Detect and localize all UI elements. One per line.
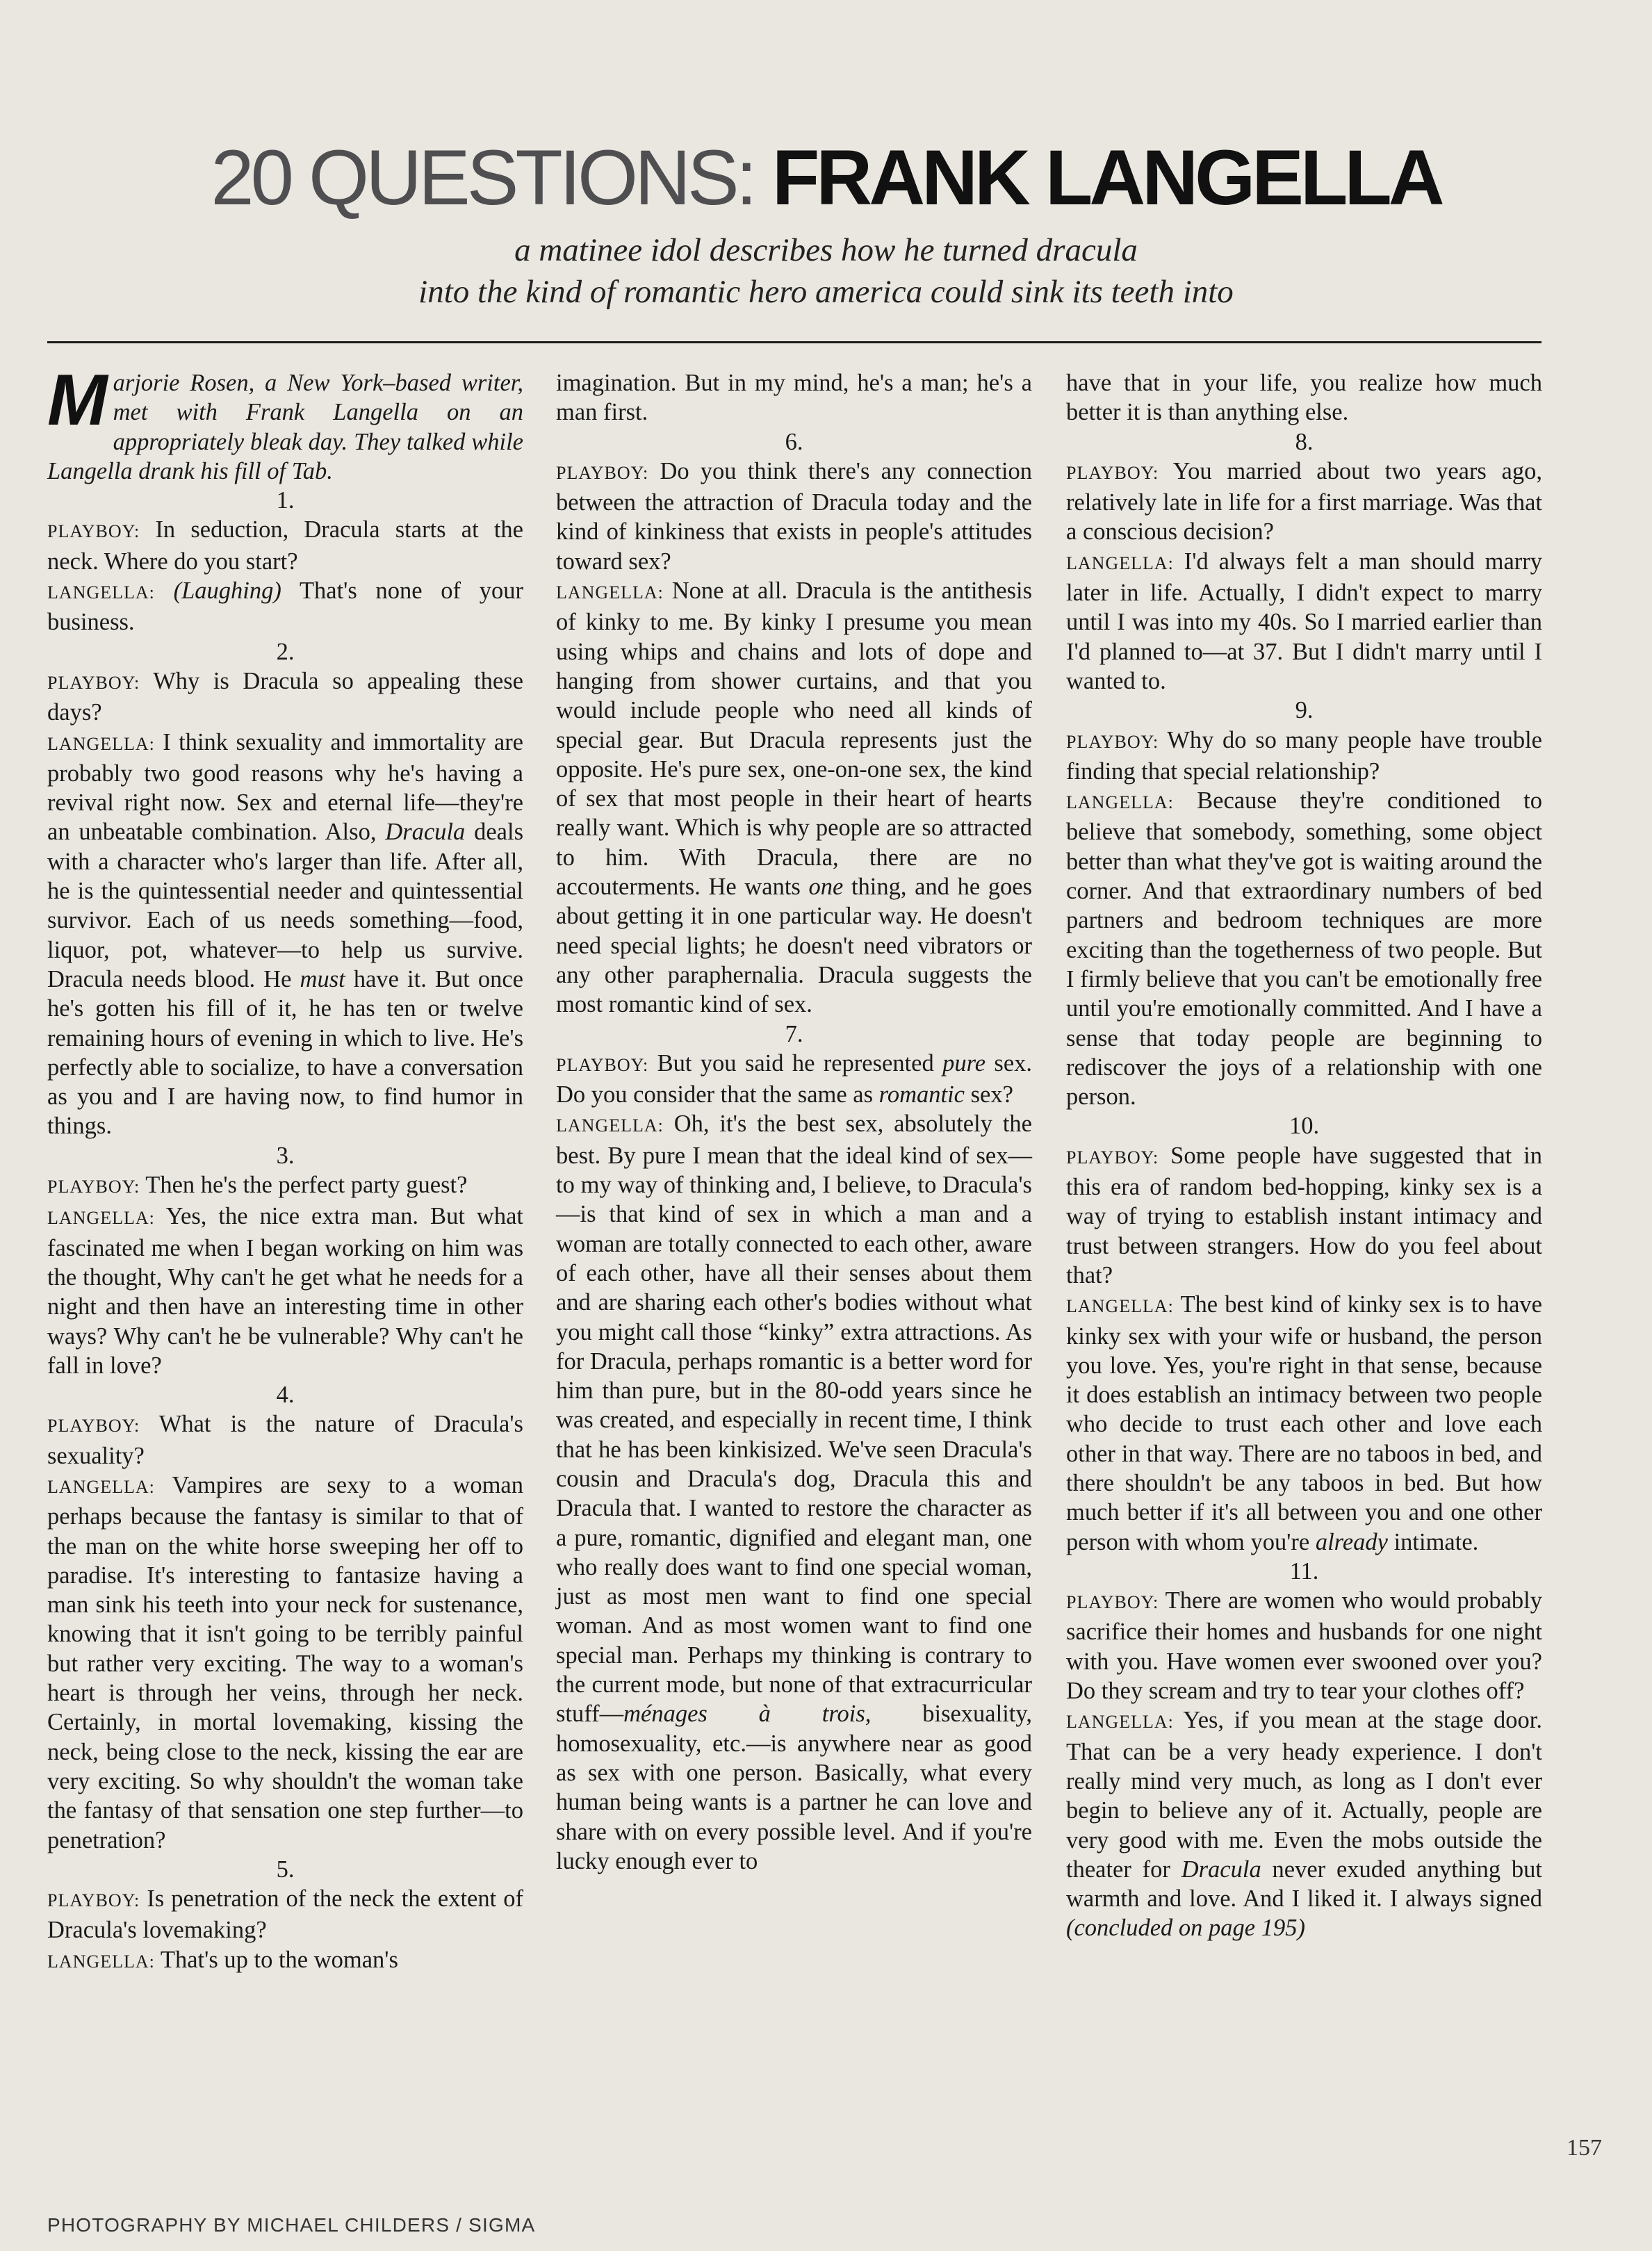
photo-credit: PHOTOGRAPHY BY MICHAEL CHILDERS / SIGMA [47, 2214, 536, 2236]
question-number: 6. [785, 428, 803, 455]
langella-answer [47, 728, 523, 1141]
langella-answer [1066, 1705, 1542, 1942]
langella-label: LANGELLA: [47, 1951, 155, 1972]
emphasis: Dracula [1181, 1856, 1261, 1883]
langella-answer [47, 1945, 523, 1976]
title-name: FRANK LANGELLA [771, 134, 1441, 221]
emphasis: must [300, 965, 345, 992]
playboy-question [556, 1049, 1032, 1110]
answer-text: The best kind of kinky sex is to have kinky sex with your wife or husband, the person you love. Yes, you're right in that sense, because it does establish an intimacy between two people who decide to trust each other and love each other in that way. There are no taboos in bed, and there shouldn't be any taboos in bed. But how much better if it's all between you and one other person with whom you're [1066, 1291, 1542, 1555]
langella-answer [47, 1202, 523, 1380]
answer-text: thing, and he goes about getting it in one particular way. He doesn't need special lights; he doesn't need vibrators or any other paraphernalia. Dracula suggests the most romantic kind of sex. [556, 874, 1033, 1018]
answer-text: have it. But once he's gotten his fill of it, he has ten or twelve remaining hours of evening in which to live. He's perfectly able to socialize, to have a conversation as you and I are having now, to find humor in things. [47, 965, 523, 1140]
langella-label: LANGELLA: [1066, 1712, 1174, 1733]
answer-text: Oh, it's the best sex, absolutely the best. By pure I mean that the ideal kind of sex—to my way of thinking and, I believe, to Dracula's—is that kind of sex in which a man and a woman are totally connected to each other, aware of each other, have all their senses about them and are sharing each other's bodies without what you might call those “kinky” extra attractions. As for Dracula, perhaps romantic is a better word for him than pure, but in the 80-odd years since he was created, and especially in recent time, I think that he has been kinkisized. We've seen Dracula's cousin and Dracula's dog, Dracula this and Dracula that. I wanted to restore the character as a pure, romantic, dignified and elegant man, one who really does want to find one special woman, just as most men want to find one special woman. And as most women want to find one special man. Perhaps my thinking is contrary to the current mode, but none of that extracurricular stuff— [556, 1111, 1032, 1728]
playboy-label: PLAYBOY: [47, 521, 140, 542]
answer-text: Because they're conditioned to believe that somebody, something, some object better than what they've got is waiting around the corner. And that extraordinary numbers of bed partners and bedroom techniques are more exciting than the togetherness of two people. But I firmly believe that you can't be emotionally free until you're emotionally committed. And I have a sense that today people are beginning to rediscover the joys of a relationship with one person. [1066, 787, 1542, 1111]
playboy-question [556, 457, 1032, 576]
langella-answer [47, 576, 523, 637]
langella-label: LANGELLA: [1066, 792, 1174, 813]
page-number: 157 [1567, 2135, 1602, 2161]
question-number: 9. [1295, 697, 1314, 724]
question-text: You married about two years ago, relatively late in life for a first marriage. Was that a conscious decision? [1066, 457, 1542, 546]
langella-label: LANGELLA: [1066, 1296, 1174, 1317]
answer-text: never exuded anything but warmth and love. And I liked it. I always signed [1066, 1856, 1543, 1913]
question-number: 1. [276, 487, 295, 514]
question-number: 3. [276, 1142, 295, 1169]
article-subtitle [0, 229, 1652, 313]
langella-answer [1066, 547, 1542, 696]
question-text: What is the nature of Dracula's sexuality? [47, 1411, 523, 1469]
langella-label: LANGELLA: [47, 1476, 155, 1497]
answer-text: Vampires are sexy to a woman perhaps because the fantasy is similar to that of the man on the white horse sweeping her off to paradise. It's interesting to fantasize having a man sink his teeth into your neck for sustenance, knowing that it isn't going to be terribly painful but rather very exciting. The way to a woman's heart is through her veins, through her neck. Certainly, in mortal lovemaking, kissing the neck, being close to the neck, kissing the ear are very exciting. So why shouldn't the woman take the fantasy of that sensation one step further—to penetration? [47, 1471, 523, 1853]
answer-text: That's up to the woman's [160, 1946, 398, 1973]
answer-text: bisexuality, homosexuality, etc.—is anywhere near as good as sex with one person. Basically, what every human being wants is a partner he can love and share with on every possible level. And if you're lucky enough ever to [556, 1701, 1033, 1874]
column-1 [47, 360, 524, 1976]
playboy-label: PLAYBOY: [47, 672, 140, 693]
question-text: There are women who would probably sacrifice their homes and husbands for one night with you. Have women ever swooned over you? Do they scream and try to tear your clothes off? [1066, 1587, 1542, 1705]
playboy-label: PLAYBOY: [47, 1177, 140, 1197]
question-text: Some people have suggested that in this era of random bed-hopping, kinky sex is a way of trying to establish instant intimacy and trust between strangers. How do you feel about that? [1066, 1142, 1542, 1288]
answer-text: I think sexuality and immortality are probably two good reasons why he's having a revival right now. Sex and eternal life—they're an unbeatable combination. Also, [47, 728, 523, 846]
header-rule [47, 341, 1541, 343]
answer-continuation: have that in your life, you realize how much better it is than anything else. [1066, 370, 1542, 426]
column-2 [556, 368, 1032, 1876]
intro-text: arjorie Rosen, a New York–based writer, met with Frank Langella on an appropriately bleak day. They talked while Langella drank his fill of Tab. [47, 370, 523, 484]
answer-continuation: imagination. But in my mind, he's a man; he's a man first. [556, 370, 1032, 426]
langella-answer [47, 1471, 523, 1855]
subtitle-line-2: into the kind of romantic hero america could sink its teeth into [418, 274, 1234, 310]
playboy-question [47, 1409, 523, 1471]
playboy-question [1066, 457, 1542, 547]
question-number: 5. [276, 1856, 295, 1883]
question-number: 4. [276, 1382, 295, 1409]
emphasis: (Laughing) [173, 578, 281, 605]
drop-cap: M [47, 360, 108, 441]
emphasis: already [1315, 1528, 1388, 1555]
question-number: 2. [276, 638, 295, 665]
question-text: Why do so many people have trouble finding that special relationship? [1066, 726, 1542, 785]
answer-text: None at all. Dracula is the antithesis of kinky to me. By kinky I presume you mean using whips and chains and lots of dope and hanging from shower curtains, and that you would include people who need all kinds of special gear. But Dracula represents just the opposite. He's pure sex, one-on-one sex, the kind of sex that most people in their heart of hearts really want. Which is why people are so attracted to him. With Dracula, there are no accouterments. He wants [556, 578, 1033, 901]
question-text: Is penetration of the neck the extent of Dracula's lovemaking? [47, 1885, 524, 1944]
answer-text: That's none of your business. [47, 578, 523, 636]
playboy-label: PLAYBOY: [1066, 1592, 1159, 1613]
langella-answer [1066, 1290, 1542, 1557]
langella-answer [556, 576, 1032, 1019]
playboy-label: PLAYBOY: [47, 1890, 140, 1911]
playboy-question [47, 1884, 523, 1945]
question-text: sex. Do you consider that the same as [556, 1049, 1033, 1108]
emphasis: Dracula [385, 819, 466, 846]
playboy-question [1066, 1141, 1542, 1290]
answer-text: I'd always felt a man should marry later in life. Actually, I didn't expect to marry until I was into my 40s. So I married earlier than I'd planned to—at 37. But I didn't marry until I wanted to. [1066, 548, 1543, 694]
emphasis: pure [942, 1049, 986, 1077]
question-number: 11. [1289, 1557, 1319, 1585]
langella-label: LANGELLA: [556, 1115, 664, 1136]
question-text: In seduction, Dracula starts at the neck. Where do you start? [47, 516, 523, 575]
question-number: 10. [1289, 1113, 1320, 1140]
question-number: 7. [785, 1020, 803, 1047]
playboy-question [47, 666, 523, 728]
answer-text: Yes, if you mean at the stage door. That can be a very heady experience. I don't really mind very much, as long as I don't ever begin to believe any of it. Actually, people are very good with me. Even the mobs outside the theater for [1066, 1707, 1542, 1883]
playboy-label: PLAYBOY: [1066, 462, 1159, 483]
langella-label: LANGELLA: [47, 733, 155, 754]
playboy-label: PLAYBOY: [1066, 731, 1159, 752]
title-prefix: 20 QUESTIONS: [211, 134, 754, 221]
playboy-label: PLAYBOY: [556, 1054, 649, 1075]
question-number: 8. [1295, 428, 1314, 455]
langella-answer [556, 1109, 1032, 1876]
question-text: But you said he represented [657, 1049, 934, 1077]
playboy-question [47, 515, 523, 576]
langella-label: LANGELLA: [1066, 552, 1174, 573]
column-3 [1066, 368, 1542, 1943]
question-text: sex? [970, 1081, 1013, 1108]
playboy-question [1066, 726, 1542, 787]
subtitle-line-1: a matinee idol describes how he turned dracula [514, 232, 1138, 268]
emphasis: one [808, 874, 844, 901]
question-text: Why is Dracula so appealing these days? [47, 667, 523, 726]
emphasis: romantic [878, 1081, 965, 1108]
question-text: Do you think there's any connection between the attraction of Dracula today and the kind of kinkiness that exists in people's attitudes toward sex? [556, 457, 1033, 575]
playboy-label: PLAYBOY: [47, 1416, 140, 1436]
answer-text: Yes, the nice extra man. But what fascinated me when I began working on him was the thought, Why can't he get what he needs for a night and then have an interesting time in other ways? Why can't he be vulnerable? Why can't he fall in love? [47, 1203, 523, 1379]
langella-answer [1066, 786, 1542, 1111]
playboy-label: PLAYBOY: [556, 462, 649, 483]
emphasis: ménages à trois, [623, 1701, 872, 1728]
langella-label: LANGELLA: [556, 582, 664, 603]
answer-text: deals with a character who's larger than life. After all, he is the quintessential needer and quintessential survivor. Each of us needs something—food, liquor, pot, whatever—to help us survive. Dracula needs blood. He [47, 819, 523, 992]
playboy-label: PLAYBOY: [1066, 1147, 1159, 1168]
question-text: Then he's the perfect party guest? [145, 1172, 468, 1199]
article-title [0, 129, 1652, 227]
langella-label: LANGELLA: [47, 582, 155, 603]
continued-note: (concluded on page 195) [1066, 1915, 1305, 1942]
playboy-question [1066, 1586, 1542, 1705]
playboy-question [47, 1170, 523, 1202]
answer-text: intimate. [1393, 1528, 1479, 1555]
langella-label: LANGELLA: [47, 1208, 155, 1229]
intro-paragraph [47, 360, 523, 486]
